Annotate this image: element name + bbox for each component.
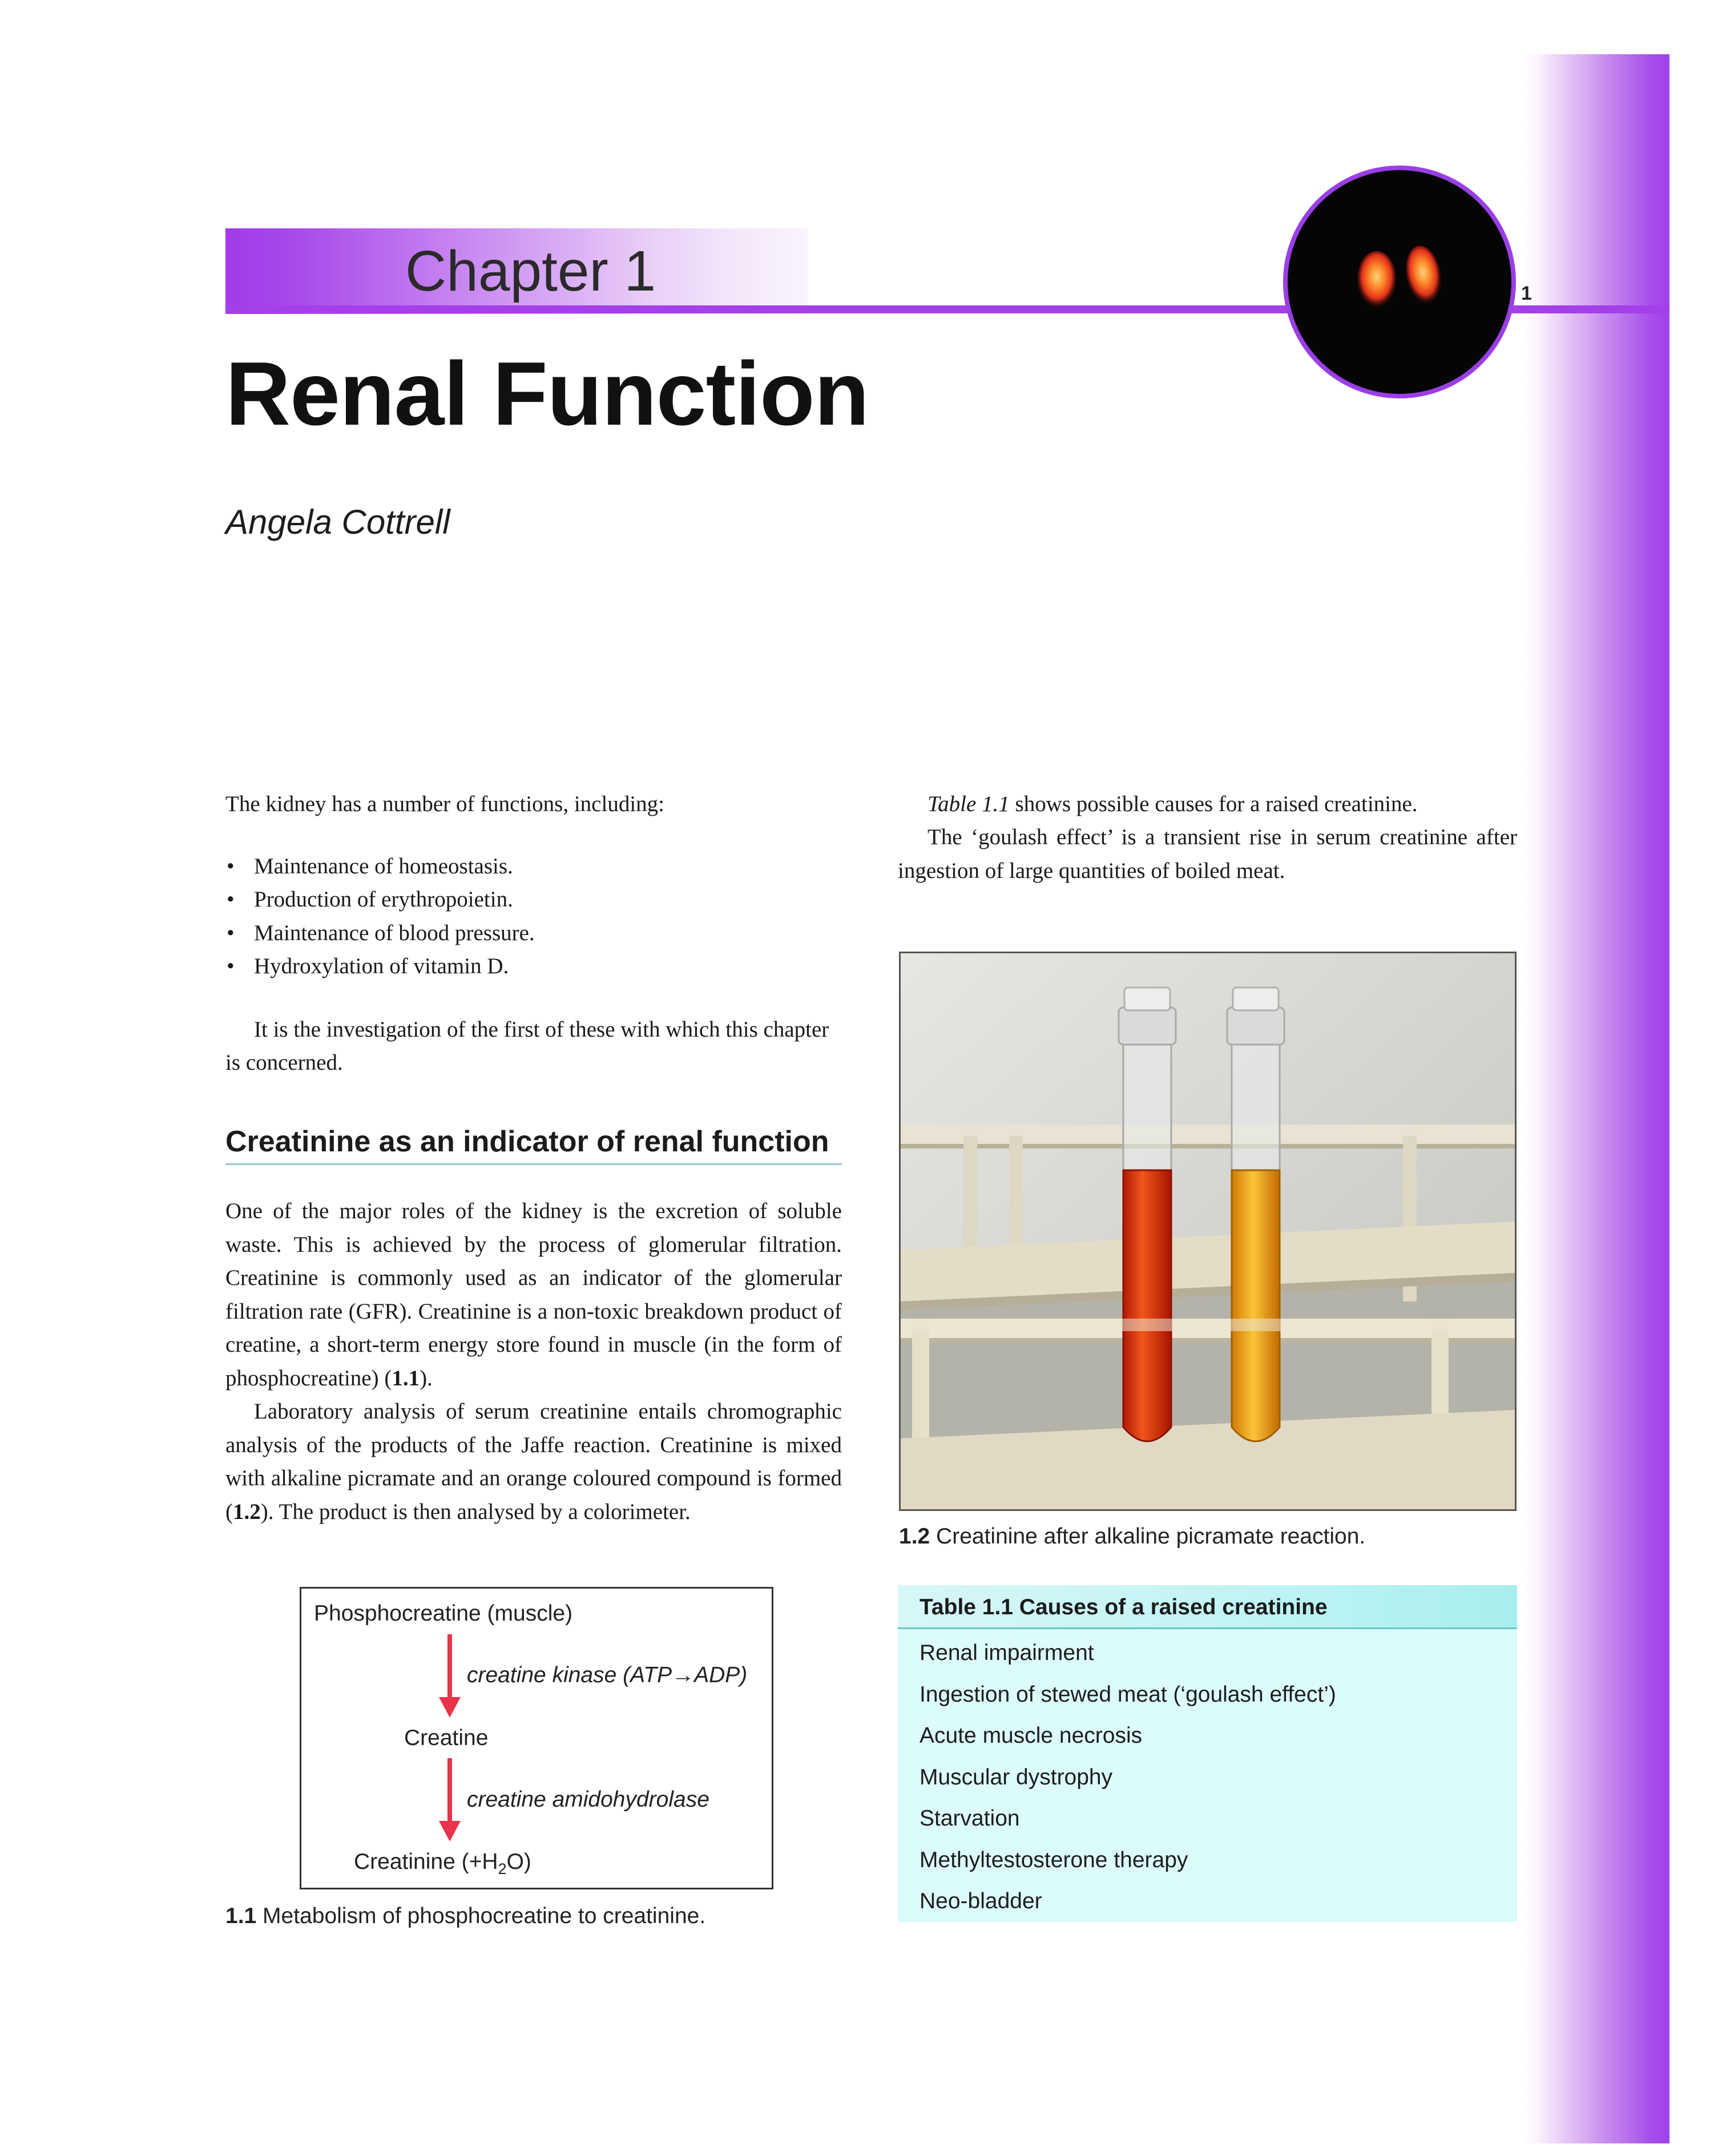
diagram-arrow-1 [447, 1634, 452, 1702]
caption-number: 1.1 [225, 1904, 257, 1928]
body-paragraph-2 [225, 1395, 842, 1529]
page-number: 1 [1521, 283, 1532, 304]
bullet-dot-icon: • [227, 853, 235, 878]
table-row: Methyltestosterone therapy [920, 1847, 1188, 1872]
table-row: Ingestion of stewed meat (‘goulash effect’) [920, 1682, 1336, 1707]
chapter-label: Chapter 1 [405, 239, 656, 303]
bullet-text: Maintenance of homeostasis. [254, 853, 513, 878]
diagram-enzyme-creatine-kinase: creatine kinase (ATP→ADP) [467, 1663, 748, 1687]
bullet-item [225, 917, 842, 950]
causes-table [898, 1585, 1517, 1922]
diagram-step-creatinine [354, 1849, 531, 1878]
diagram-arrow-2 [447, 1758, 452, 1825]
table-rows [898, 1629, 1517, 1923]
figure-1-2-caption [899, 1524, 1365, 1549]
para2-end: ). The product is then analysed by a colorimeter. [260, 1499, 691, 1524]
metabolism-diagram [300, 1587, 773, 1889]
bullet-item [225, 850, 842, 884]
table-row: Starvation [920, 1806, 1020, 1831]
kidney-scan-image [1283, 166, 1516, 398]
table-row: Acute muscle necrosis [920, 1723, 1143, 1748]
bullet-dot-icon: • [227, 887, 235, 912]
caption-number: 1.2 [899, 1524, 930, 1549]
figure-ref-1-1: 1.1 [392, 1365, 420, 1391]
bullet-text: Hydroxylation of vitamin D. [254, 954, 509, 978]
right-paragraph-2: The ‘goulash effect’ is a transient rise in serum creatinine after ingestion of large quantities of boiled meat. [898, 825, 1517, 883]
para1-end: ). [420, 1365, 433, 1391]
caption-text: Creatinine after alkaline picramate reaction. [930, 1524, 1366, 1549]
figure-1-1-caption [225, 1904, 705, 1929]
bullet-dot-icon: • [227, 920, 235, 945]
figure-ref-1-2: 1.2 [233, 1499, 261, 1524]
left-kidney-shape [1357, 251, 1396, 308]
diagram-step-creatine: Creatine [404, 1726, 489, 1750]
bullet-item [225, 950, 842, 984]
section-heading: Creatinine as an indicator of renal function [225, 1125, 842, 1165]
bullet-text: Maintenance of blood pressure. [254, 920, 535, 945]
arrow-down-icon [439, 1821, 461, 1841]
para1-text: One of the major roles of the kidney is the excretion of soluble waste. This is achieved by the process of glomerular filtration. Creatinine is commonly used as an indicator of the glomerular filtration rate (GFR). Creatinine is a non-toxic breakdown product of creatine, a short-term energy store found in muscle (in the form of phosphocreatine) ( [225, 1199, 842, 1391]
creatinine-label-end: O) [506, 1849, 531, 1874]
right-kidney-shape [1401, 243, 1445, 308]
table-row: Muscular dystrophy [920, 1764, 1113, 1790]
after-bullets-paragraph: It is the investigation of the first of these with which this chapter is concerned. [225, 1017, 829, 1075]
arrow-down-icon [439, 1697, 461, 1718]
bullet-item [225, 883, 842, 917]
test-tube-photo-graphic [901, 953, 1515, 1509]
kidney-scan-graphic [1288, 170, 1511, 394]
table-row: Neo-bladder [920, 1889, 1042, 1913]
caption-text: Metabolism of phosphocreatine to creatinine. [256, 1904, 706, 1928]
left-column-intro [225, 788, 842, 1080]
creatinine-label: Creatinine (+H [354, 1849, 498, 1874]
para2-text: Laboratory analysis of serum creatinine entails chromographic analysis of the products of the Jaffe reaction. Creatinine is mixed with alkaline picramate and an orange coloured compound is formed ( [225, 1399, 842, 1524]
bullet-text: Production of erythropoietin. [254, 887, 513, 912]
function-bullet-list [225, 850, 842, 984]
author-name: Angela Cottrell [225, 503, 450, 541]
diagram-step-phosphocreatine: Phosphocreatine (muscle) [314, 1601, 573, 1626]
intro-sentence: The kidney has a number of functions, including: [225, 792, 664, 816]
table-row: Renal impairment [920, 1641, 1094, 1665]
table-title: Table 1.1 Causes of a raised creatinine [898, 1585, 1517, 1629]
page-title: Renal Function [225, 344, 869, 444]
right-paragraph-1 [898, 788, 1517, 821]
body-paragraph-1 [225, 1195, 842, 1395]
diagram-enzyme-amidohydrolase: creatine amidohydrolase [467, 1787, 709, 1812]
bullet-dot-icon: • [227, 954, 235, 978]
side-gradient-stripe [1524, 54, 1669, 2143]
table-reference: Table 1.1 [927, 792, 1010, 816]
test-tube-photo [899, 952, 1517, 1511]
subscript-2: 2 [498, 1860, 507, 1877]
right-para1-text: shows possible causes for a raised creatinine. [1009, 792, 1418, 816]
